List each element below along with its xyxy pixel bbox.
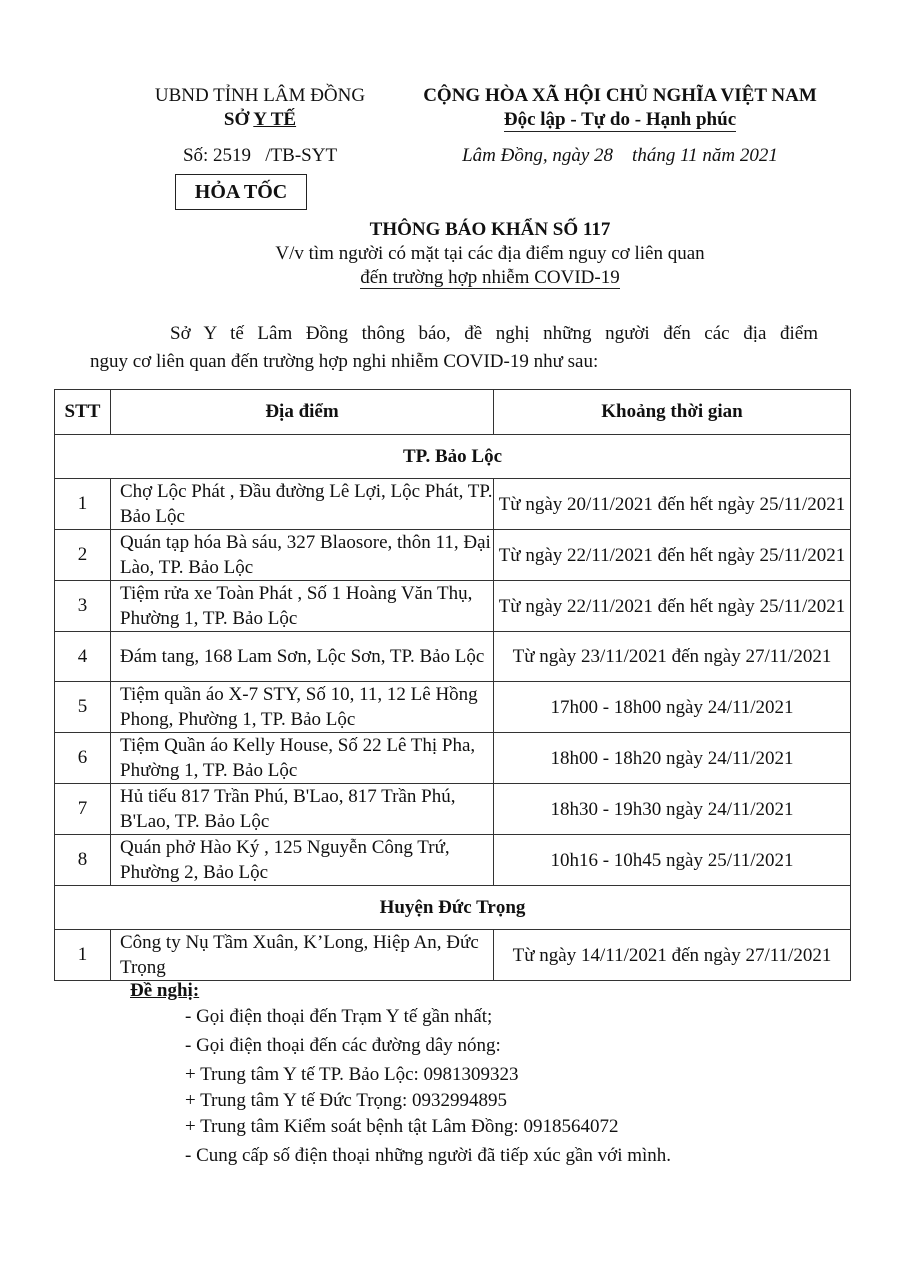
header-location: Địa điểm [111, 390, 494, 435]
row-number: 5 [55, 682, 111, 733]
row-location: Tiệm rửa xe Toàn Phát , Số 1 Hoàng Văn Thụ, Phường 1, TP. Bảo Lộc [111, 581, 494, 632]
table-row [55, 733, 851, 784]
notice-title: THÔNG BÁO KHẨN SỐ 117 [369, 219, 611, 240]
dateline: Lâm Đồng, ngày 28 tháng 11 năm 2021 [462, 145, 778, 166]
row-number: 4 [55, 632, 111, 682]
urgent-stamp: HỎA TỐC [175, 174, 307, 210]
table-row [55, 682, 851, 733]
row-location: Tiệm quần áo X-7 STY, Số 10, 11, 12 Lê Hồng Phong, Phường 1, TP. Bảo Lộc [111, 682, 494, 733]
proposal-item: + Trung tâm Y tế Đức Trọng: 0932994895 [185, 1090, 508, 1111]
row-location: Tiệm Quần áo Kelly House, Số 22 Lê Thị Pha, Phường 1, TP. Bảo Lộc [111, 733, 494, 784]
subject-line-2-text: đến trường hợp nhiễm COVID-19 [360, 267, 620, 288]
section-row [55, 886, 851, 930]
proposal-item: + Trung tâm Kiểm soát bệnh tật Lâm Đồng: 0918564072 [185, 1116, 619, 1137]
row-number: 1 [55, 930, 111, 981]
row-location: Đám tang, 168 Lam Sơn, Lộc Sơn, TP. Bảo Lộc [111, 632, 494, 682]
table-body [55, 435, 851, 981]
subject-line-2 [200, 266, 780, 290]
row-location: Quán phở Hào Ký , 125 Nguyễn Công Trứ, Phường 2, Bảo Lộc [111, 835, 494, 886]
subject-line-1: V/v tìm người có mặt tại các địa điểm nguy cơ liên quan [275, 243, 705, 264]
section-name: Huyện Đức Trọng [55, 886, 851, 930]
row-location: Hủ tiếu 817 Trần Phú, B'Lao, 817 Trần Phú, B'Lao, TP. Bảo Lộc [111, 784, 494, 835]
proposal-item: + Trung tâm Y tế TP. Bảo Lộc: 0981309323 [185, 1064, 519, 1085]
row-time: Từ ngày 22/11/2021 đến hết ngày 25/11/2021 [494, 530, 851, 581]
national-heading [400, 84, 840, 168]
table-row [55, 632, 851, 682]
table-row [55, 530, 851, 581]
row-time: Từ ngày 20/11/2021 đến hết ngày 25/11/2021 [494, 479, 851, 530]
agency-name: UBND TỈNH LÂM ĐỒNG [154, 85, 366, 106]
proposal-item: - Gọi điện thoại đến các đường dây nóng: [185, 1035, 501, 1056]
row-time: 18h30 - 19h30 ngày 24/11/2021 [494, 784, 851, 835]
section-name: TP. Bảo Lộc [55, 435, 851, 479]
intro-line-2: nguy cơ liên quan đến trường hợp nghi nhiễm COVID-19 như sau: [90, 351, 599, 372]
department-prefix: SỞ [223, 109, 254, 130]
row-number: 7 [55, 784, 111, 835]
row-time: 10h16 - 10h45 ngày 25/11/2021 [494, 835, 851, 886]
table-header-row [55, 390, 851, 435]
nation-name: CỘNG HÒA XÃ HỘI CHỦ NGHĨA VIỆT NAM [423, 85, 817, 106]
row-time: 17h00 - 18h00 ngày 24/11/2021 [494, 682, 851, 733]
intro-line-1: Sở Y tế Lâm Đồng thông báo, đề nghị những người đến các địa điểm [170, 323, 818, 344]
proposal-items [185, 1004, 671, 1169]
row-number: 2 [55, 530, 111, 581]
locations-table [54, 389, 851, 981]
intro-paragraph [90, 320, 818, 376]
row-location: Quán tạp hóa Bà sáu, 327 Blaosore, thôn 11, Đại Lào, TP. Bảo Lộc [111, 530, 494, 581]
header-time: Khoảng thời gian [494, 390, 851, 435]
row-location: Công ty Nụ Tầm Xuân, K’Long, Hiệp An, Đức Trọng [111, 930, 494, 981]
motto-text: Độc lập - Tự do - Hạnh phúc [503, 109, 737, 130]
notice-title-block [200, 218, 780, 290]
table-row [55, 784, 851, 835]
row-time: Từ ngày 22/11/2021 đến hết ngày 25/11/2021 [494, 581, 851, 632]
proposal-item: - Cung cấp số điện thoại những người đã tiếp xúc gần với mình. [185, 1145, 672, 1166]
header-stt: STT [55, 390, 111, 435]
table-row [55, 479, 851, 530]
table-row [55, 581, 851, 632]
row-number: 1 [55, 479, 111, 530]
department-name [130, 108, 390, 132]
row-time: Từ ngày 14/11/2021 đến ngày 27/11/2021 [494, 930, 851, 981]
row-time: 18h00 - 18h20 ngày 24/11/2021 [494, 733, 851, 784]
row-number: 3 [55, 581, 111, 632]
motto [400, 108, 840, 132]
row-location: Chợ Lộc Phát , Đầu đường Lê Lợi, Lộc Phát, TP. Bảo Lộc [111, 479, 494, 530]
table-row [55, 835, 851, 886]
proposal-item: - Gọi điện thoại đến Trạm Y tế gần nhất; [185, 1006, 493, 1027]
table-row [55, 930, 851, 981]
issuer-block [130, 84, 390, 168]
proposal-label: Đề nghị: [130, 980, 200, 1001]
document-number: Số: 2519 /TB-SYT [182, 145, 338, 166]
row-number: 6 [55, 733, 111, 784]
department-underlined: Y TẾ [253, 109, 297, 130]
row-time: Từ ngày 23/11/2021 đến ngày 27/11/2021 [494, 632, 851, 682]
proposal-block [130, 978, 671, 1169]
row-number: 8 [55, 835, 111, 886]
section-row [55, 435, 851, 479]
